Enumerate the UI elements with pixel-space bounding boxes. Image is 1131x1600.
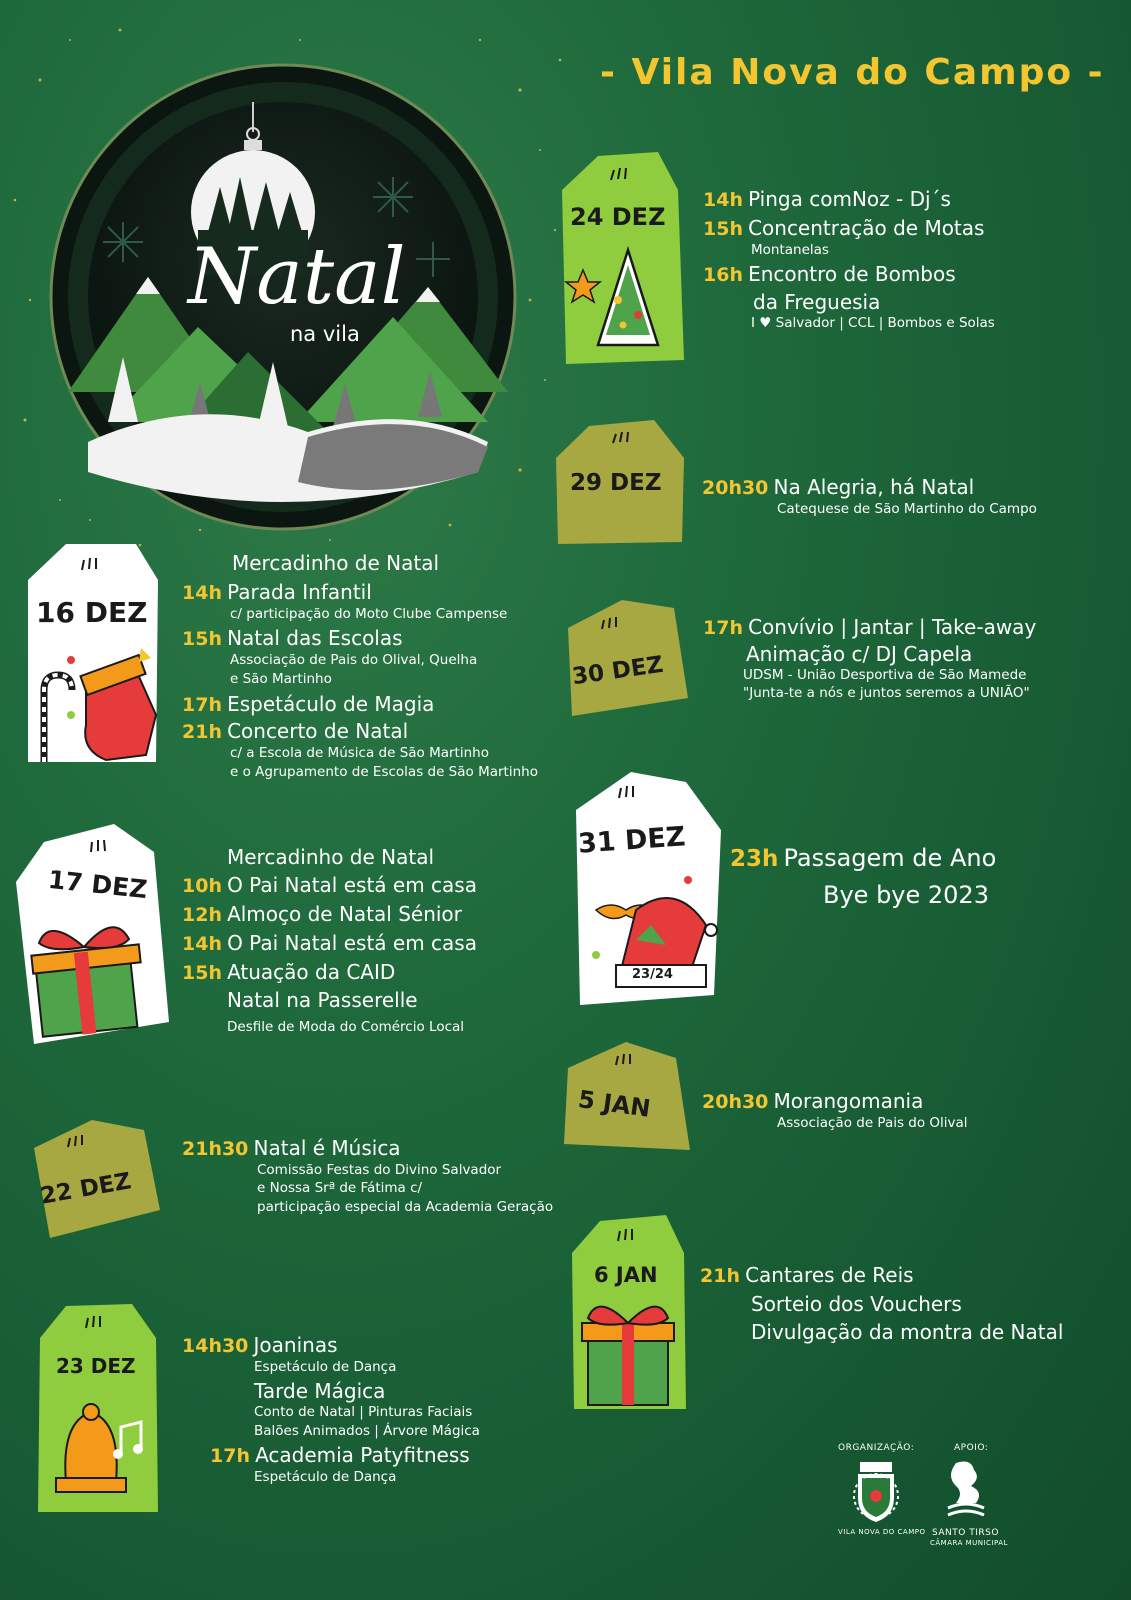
tag-5-jan [556,1040,696,1165]
events-30-dez: 17h Convívio | Jantar | Take-away Animação c/ DJ Capela UDSM - União Desportiva de São Mamede "Junta-te a nós e juntos seremos a UNIÃO" [703,615,1037,702]
events-23-dez: 14h30 Joaninas Espetáculo de Dança Tarde Mágica Conto de Natal | Pinturas Faciais Balões Animados | Árvore Mágica 17h Academia Patyfitness Espetáculo de Dança [182,1333,480,1485]
events-6-jan: 21h Cantares de Reis Sorteio dos Vouchers Divulgação da montra de Natal [700,1263,1064,1344]
event-row: 17h Convívio | Jantar | Take-away [703,615,1037,639]
tag-23-dez [36,1302,160,1514]
mercadinho-heading: Mercadinho de Natal [232,551,440,575]
event-row: Tarde Mágica [254,1379,386,1404]
event-row: 21h Cantares de Reis [700,1263,914,1287]
org-name: VILA NOVA DO CAMPO [838,1528,926,1536]
event-row: 21h Concerto de Natal [182,719,409,744]
events-24-dez: 14h Pinga comNoz - Dj´s 15h Concentração de Motas Montanelas 16h Encontro de Bombos da Freguesia I ♥ Salvador | CCL | Bombos e Solas [703,187,995,332]
tag-23-dez-label: 23 DEZ [56,1354,136,1378]
tag-31-dez-badge: 23/24 [632,967,673,982]
event-row: 10h O Pai Natal está em casa [182,873,477,897]
tag-16-dez [26,540,160,765]
support-label: APOIO: [954,1443,989,1453]
tag-29-dez [554,418,689,548]
tag-24-dez [558,150,688,365]
tag-30-dez [562,598,692,718]
vila-nova-do-campo-crest [838,1458,926,1536]
support-name: SANTO TIRSO [932,1528,999,1538]
tag-17-dez [14,822,174,1047]
events-31-dez: 23h Passagem de Ano Bye bye 2023 [730,844,997,909]
santo-tirso-logo [930,1458,1008,1547]
tag-31-dez-label: 31 DEZ [577,821,687,860]
tag-24-dez-label: 24 DEZ [570,203,666,231]
tag-17-dez-label: 17 DEZ [46,864,149,905]
tag-22-dez [30,1118,165,1243]
event-row: 20h30 Na Alegria, há Natal [702,475,975,499]
event-row: 17h Academia Patyfitness [210,1442,470,1467]
event-row: 15h Natal das Escolas [182,626,403,651]
tag-22-dez-label: 22 DEZ [38,1168,134,1210]
event-row: 15h Concentração de Motas [703,215,985,240]
event-row: 17h Espetáculo de Magia [182,691,435,716]
tag-5-jan-label: 5 JAN [576,1085,653,1123]
tag-16-dez-label: 16 DEZ [36,596,148,629]
event-row: 14h Pinga comNoz - Dj´s [703,187,951,211]
tag-6-jan-label: 6 JAN [594,1263,658,1287]
events-16-dez: Mercadinho de Natal 14h Parada Infantil c/ participação do Moto Clube Campense 15h Natal das Escolas Associação de Pais do Olival, Quelha e São Martinho 17h Espetáculo de Magia 21h Concerto de Natal c/ a Escola de Música de São Martinho e o Agrupamento de Escolas de São Martinho [182,551,538,780]
natal-na-vila-logo [48,62,518,532]
event-row: 12h Almoço de Natal Sénior [182,901,462,926]
event-row: 14h Parada Infantil [182,580,372,604]
event-row: 20h30 Morangomania [702,1089,924,1113]
tag-6-jan [570,1213,688,1411]
logo-subtitle: na vila [290,322,360,346]
page-title: - Vila Nova do Campo - [600,52,1105,93]
events-17-dez: Mercadinho de Natal 10h O Pai Natal está em casa 12h Almoço de Natal Sénior 14h O Pai Natal está em casa 15h Atuação da CAID Natal na Passerelle Desfile de Moda do Comércio Local [182,845,477,1036]
event-row: 23h Passagem de Ano [730,844,997,872]
event-row: 16h Encontro de Bombos [703,262,956,287]
tag-31-dez [566,770,726,1010]
events-5-jan: 20h30 Morangomania Associação de Pais do Olival [702,1089,968,1131]
events-29-dez: 20h30 Na Alegria, há Natal Catequese de São Martinho do Campo [702,475,1037,517]
event-row: 14h30 Joaninas [182,1333,338,1357]
event-row: 15h Atuação da CAID [182,959,396,984]
event-row: 21h30 Natal é Música [182,1136,401,1160]
support-sub: CÂMARA MUNICIPAL [930,1539,1008,1547]
tag-29-dez-label: 29 DEZ [570,470,662,496]
mercadinho-heading: Mercadinho de Natal [227,845,435,869]
tag-30-dez-label: 30 DEZ [570,651,665,691]
events-22-dez: 21h30 Natal é Música Comissão Festas do Divino Salvador e Nossa Srª de Fátima c/ participação especial da Academia Geração [182,1136,554,1216]
logo-script: Natal [188,232,406,322]
event-row: 14h O Pai Natal está em casa [182,930,477,955]
organization-label: ORGANIZAÇÃO: [838,1443,915,1453]
